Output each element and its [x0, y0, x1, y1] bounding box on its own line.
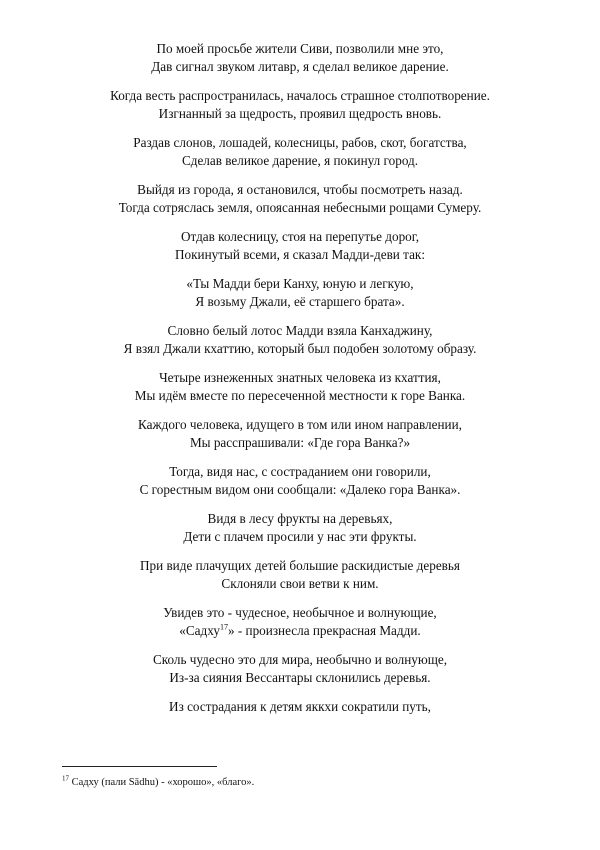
- stanza: [0, 369, 600, 405]
- verse-line: Склоняли свои ветви к ним.: [221, 576, 379, 591]
- verse-line: «Ты Мадди бери Канху, юную и легкую,: [186, 276, 414, 291]
- verse-line: Тогда сотряслась земля, опоясанная небесными рощами Сумеру.: [118, 200, 482, 215]
- verse-line: Четыре изнеженных знатных человека из кхаттия,: [159, 370, 441, 385]
- verse-line: Словно белый лотос Мадди взяла Канхаджину,: [167, 323, 433, 338]
- stanza: [0, 134, 600, 170]
- verse-line: Тогда, видя нас, с состраданием они говорили,: [169, 464, 431, 479]
- verse-line: Я возьму Джали, её старшего брата».: [195, 294, 405, 309]
- verse-line: Из сострадания к детям яккхи сократили путь,: [169, 699, 431, 714]
- verse-text: «Садху: [179, 623, 220, 638]
- stanza: [0, 322, 600, 358]
- verse-line: Сделав великое дарение, я покинул город.: [181, 153, 419, 168]
- footnote: [62, 776, 254, 790]
- stanza: [0, 510, 600, 546]
- verse-line-with-footnote: [0, 622, 600, 640]
- stanza: [0, 463, 600, 499]
- stanza: [0, 87, 600, 123]
- verse-line: Я взял Джали кхаттию, который был подобен золотому образу.: [123, 341, 477, 356]
- stanza: [0, 557, 600, 593]
- verse-line: Мы расспрашивали: «Где гора Ванка?»: [189, 435, 411, 450]
- verse-line: Выйдя из города, я остановился, чтобы посмотреть назад.: [137, 182, 463, 197]
- verse-text: » - произнесла прекрасная Мадди.: [227, 623, 421, 638]
- verse-line: Изгнанный за щедрость, проявил щедрость вновь.: [158, 106, 442, 121]
- verse-line: Дети с плачем просили у нас эти фрукты.: [183, 529, 417, 544]
- stanza: [0, 651, 600, 687]
- verse-line: Мы идём вместе по пересеченной местности к горе Ванка.: [134, 388, 466, 403]
- verse-line: Когда весть распространилась, началось страшное столпотворение.: [110, 88, 490, 103]
- footnote-reference[interactable]: 17: [219, 622, 228, 632]
- footnote-text: Садху (пали Sādhu) - «хорошо», «благо».: [69, 777, 255, 788]
- verse-line: Покинутый всеми, я сказал Мадди-деви так:: [175, 247, 425, 262]
- verse-line: По моей просьбе жители Сиви, позволили мне это,: [156, 41, 444, 56]
- stanza: [0, 604, 600, 640]
- verse-line: Каждого человека, идущего в том или ином направлении,: [138, 417, 462, 432]
- stanza: [0, 698, 600, 716]
- footnote-number: 17: [62, 774, 69, 783]
- verse-line: При виде плачущих детей большие раскидистые деревья: [139, 558, 460, 573]
- stanza: [0, 40, 600, 76]
- verse-line: С горестным видом они сообщали: «Далеко гора Ванка».: [139, 482, 461, 497]
- stanza: [0, 416, 600, 452]
- stanza: [0, 228, 600, 264]
- verse-line: Отдав колесницу, стоя на перепутье дорог,: [180, 229, 419, 244]
- stanza: [0, 275, 600, 311]
- footnote-divider: [62, 766, 217, 767]
- verse-line: Сколь чудесно это для мира, необычно и волнующе,: [152, 652, 448, 667]
- verse-line: Из-за сияния Вессантары склонились деревья.: [169, 670, 431, 685]
- verse-line: Раздав слонов, лошадей, колесницы, рабов, скот, богатства,: [133, 135, 467, 150]
- verse-line: Видя в лесу фрукты на деревьях,: [207, 511, 393, 526]
- stanza: [0, 181, 600, 217]
- verse-line: Увидев это - чудесное, необычное и волнующие,: [163, 605, 437, 620]
- poem-body: [0, 40, 600, 727]
- verse-line: Дав сигнал звуком литавр, я сделал великое дарение.: [151, 59, 449, 74]
